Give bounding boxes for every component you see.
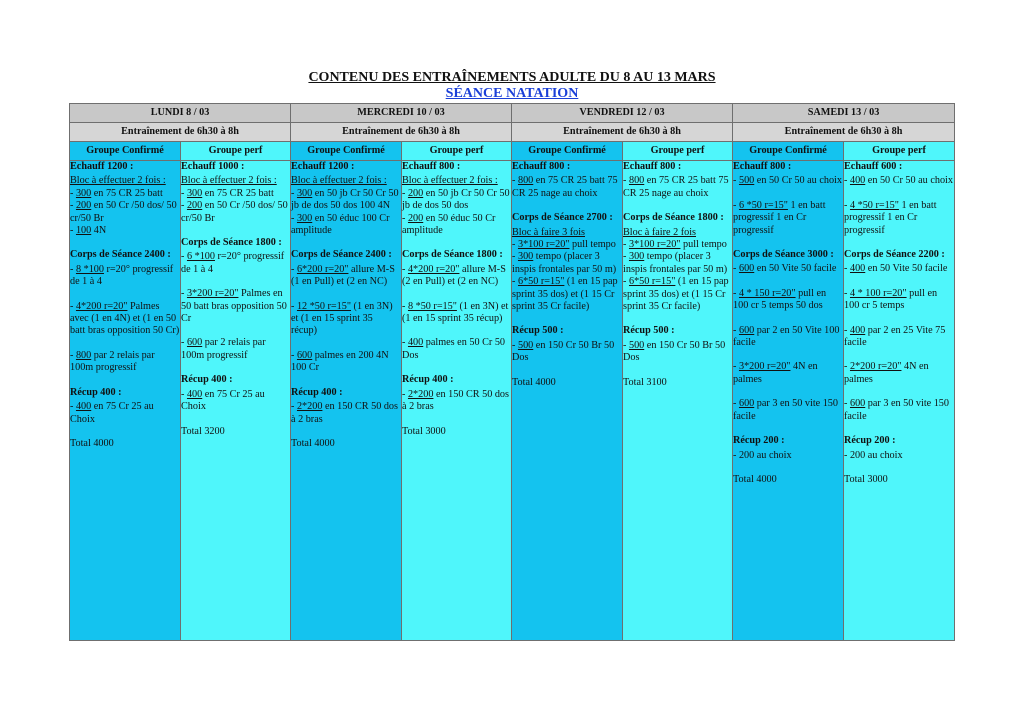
exercise-line: - 3*100 r=20" pull tempo <box>623 239 727 251</box>
exercise-line <box>623 227 732 239</box>
exercise-line: Total 4000 <box>291 437 335 449</box>
group-header: Groupe perf <box>844 142 955 161</box>
exercise-block <box>70 350 180 375</box>
exercise-volume: 300 <box>517 251 534 263</box>
time-samedi: Entraînement de 6h30 à 8h <box>733 123 955 142</box>
exercise-line: - 800 en 75 CR 25 batt 75 CR 25 nage au choix <box>623 175 729 199</box>
exercise-volume: 12 *50 r=15" <box>296 300 351 312</box>
exercise-volume: 6*50 r=15" <box>628 276 676 288</box>
exercise-line: - 200 au choix <box>733 449 792 461</box>
session-cell <box>70 161 181 641</box>
exercise-block <box>70 264 180 289</box>
exercise-volume: 4 * 150 r=20" <box>738 287 796 299</box>
exercise-volume: 8 *50 r=15" <box>407 300 457 312</box>
exercise-line: - 200 en 50 éduc 50 Cr amplitude <box>402 212 496 237</box>
exercise-volume: Bloc à faire 2 fois <box>623 226 696 238</box>
exercise-volume: 400 <box>75 401 92 413</box>
exercise-block <box>512 227 622 314</box>
exercise-line: - 6*50 r=15" (1 en 15 pap sprint 35 dos) et (1 15 Cr sprint 35 Cr facile) <box>623 276 729 313</box>
section-heading: Corps de Séance 1800 : <box>623 212 724 224</box>
exercise-block <box>512 340 622 365</box>
exercise-block <box>623 377 732 389</box>
exercise-volume: Bloc à faire 3 fois <box>512 226 585 238</box>
exercise-line: Total 3000 <box>402 425 446 437</box>
exercise-volume: 500 <box>628 339 645 351</box>
exercise-volume: 600 <box>738 398 755 410</box>
section-heading: Récup 400 : <box>291 386 343 398</box>
section-heading: Récup 200 : <box>844 435 896 447</box>
exercise-line: - 6 *100 r=20° progressif de 1 à 4 <box>181 251 285 275</box>
exercise-block <box>844 200 954 237</box>
exercise-volume: 800 <box>75 349 92 361</box>
exercise-block <box>733 474 843 486</box>
exercise-line: - 400 en 75 Cr 25 au Choix <box>181 388 265 413</box>
exercise-line: - 500 en 150 Cr 50 Br 50 Dos <box>623 339 726 364</box>
exercise-volume: 800 <box>628 175 645 187</box>
exercise-block <box>402 389 511 414</box>
group-header: Groupe perf <box>402 142 512 161</box>
exercise-line: Total 3200 <box>181 425 225 437</box>
exercise-block <box>844 288 954 313</box>
day-header-row <box>70 104 955 123</box>
exercise-block <box>181 251 290 276</box>
exercise-volume: 200 <box>75 200 92 212</box>
exercise-line: Total 4000 <box>512 376 556 388</box>
exercise-volume: 200 <box>407 187 424 199</box>
exercise-volume: 200 <box>186 200 203 212</box>
exercise-volume: 100 <box>75 225 92 237</box>
exercise-volume: 300 <box>75 187 92 199</box>
section-heading: Corps de Séance 1800 : <box>402 249 503 261</box>
exercise-line: - 800 en 75 CR 25 batt 75 CR 25 nage au choix <box>512 175 618 199</box>
section-heading: Echauff 800 : <box>512 161 571 172</box>
exercise-line: - 6*50 r=15" (1 en 15 pap sprint 35 dos) et (1 15 Cr sprint 35 Cr facile) <box>512 276 618 313</box>
exercise-volume: 4*200 r=20" <box>407 263 460 275</box>
exercise-line: - 2*200 r=20" 4N en palmes <box>844 361 929 385</box>
exercise-line: - 4 * 150 r=20" pull en 100 cr 5 temps 50 dos <box>733 287 827 312</box>
section-heading: Récup 500 : <box>512 325 564 337</box>
exercise-line: - 800 par 2 relais par 100m progressif <box>70 349 155 374</box>
exercise-block <box>733 361 843 386</box>
exercise-line: - 600 en 50 Vite 50 facile <box>733 263 837 275</box>
exercise-block <box>402 301 511 326</box>
exercise-line: - 500 en 150 Cr 50 Br 50 Dos <box>512 339 615 364</box>
exercise-line: Total 3100 <box>623 376 667 388</box>
section-heading: Corps de Séance 2200 : <box>844 249 945 261</box>
exercise-line: - 4 *50 r=15" 1 en batt progressif 1 en Cr progressif <box>844 199 937 236</box>
exercise-block <box>181 288 290 325</box>
exercise-block <box>291 401 401 426</box>
exercise-block <box>844 450 954 462</box>
exercise-volume: 3*100 r=20" <box>628 239 681 251</box>
session-cell <box>733 161 844 641</box>
exercise-volume: 6*50 r=15" <box>517 276 565 288</box>
exercise-block <box>402 175 511 237</box>
exercise-line <box>512 227 622 239</box>
exercise-volume: Bloc à effectuer 2 fois : <box>181 175 277 187</box>
exercise-line: Total 3000 <box>844 473 888 485</box>
exercise-line: - 300 en 50 éduc 100 Cr amplitude <box>291 212 390 237</box>
exercise-block <box>291 438 401 450</box>
exercise-line: - 300 tempo (placer 3 inspis frontales par 50 m) <box>623 251 728 275</box>
exercise-block <box>623 175 732 200</box>
exercise-volume: 6*200 r=20" <box>296 263 349 275</box>
exercise-volume: 4 *50 r=15" <box>849 199 899 211</box>
exercise-line: - 200 en 50 Cr /50 dos/ 50 cr/50 Br <box>70 200 177 224</box>
exercise-block <box>291 301 401 338</box>
exercise-volume: Bloc à effectuer 2 fois : <box>291 175 387 187</box>
group-header: Groupe Confirmé <box>70 142 181 161</box>
exercise-line: - 12 *50 r=15" (1 en 3N) et (1 en 15 sprint 35 récup) <box>291 300 393 337</box>
exercise-volume: 2*200 <box>407 388 434 400</box>
exercise-volume: 6 *50 r=15" <box>738 199 788 211</box>
exercise-volume: 600 <box>738 263 755 275</box>
exercise-volume: 400 <box>186 388 203 400</box>
section-heading: Corps de Séance 2400 : <box>291 249 392 261</box>
exercise-block <box>181 337 290 362</box>
exercise-volume: 800 <box>517 175 534 187</box>
exercise-block <box>733 175 843 187</box>
section-heading: Corps de Séance 3000 : <box>733 249 834 261</box>
exercise-line: - 400 en 75 Cr 25 au Choix <box>70 401 154 425</box>
exercise-line: - 200 au choix <box>844 449 903 461</box>
exercise-line: - 400 en 50 Cr 50 au choix <box>844 175 953 187</box>
exercise-line: - 400 palmes en 50 Cr 50 Dos <box>402 337 506 361</box>
exercise-block <box>402 337 511 362</box>
exercise-block <box>181 175 290 225</box>
exercise-line: - 4*200 r=20" Palmes avec (1 en 4N) et (1 en 50 batt bras opposition 50 Cr) <box>70 300 180 337</box>
exercise-block <box>844 474 954 486</box>
exercise-block <box>291 350 401 375</box>
title-line-2: SÉANCE NATATION <box>445 86 579 101</box>
exercise-line: - 100 4N <box>70 225 107 237</box>
exercise-volume: 300 <box>296 187 313 199</box>
exercise-block <box>512 175 622 200</box>
exercise-line: - 600 par 2 relais par 100m progressif <box>181 337 266 361</box>
exercise-block <box>733 263 843 275</box>
exercise-volume: 600 <box>296 349 313 361</box>
exercise-line: - 6*200 r=20" allure M-S (1 en Pull) et (2 en NC) <box>291 263 395 288</box>
exercise-block <box>733 200 843 237</box>
document-title <box>0 70 1024 102</box>
exercise-line: - 2*200 en 150 CR 50 dos à 2 bras <box>291 401 398 425</box>
exercise-volume: 6 *100 <box>186 251 215 263</box>
exercise-volume: 200 <box>407 212 424 224</box>
exercise-block <box>291 175 401 237</box>
time-vendredi: Entraînement de 6h30 à 8h <box>512 123 733 142</box>
exercise-block <box>844 175 954 187</box>
exercise-line: - 4*200 r=20" allure M-S (2 en Pull) et (2 en NC) <box>402 263 506 288</box>
session-cell <box>512 161 623 641</box>
exercise-volume: Bloc à effectuer 2 fois : <box>402 175 498 187</box>
section-heading: Echauff 800 : <box>623 161 682 172</box>
group-header: Groupe Confirmé <box>733 142 844 161</box>
exercise-block <box>733 325 843 350</box>
title-line-1: CONTENU DES ENTRAÎNEMENTS ADULTE DU 8 AU 13 MARS <box>308 70 716 85</box>
time-lundi: Entraînement de 6h30 à 8h <box>70 123 291 142</box>
exercise-volume: 500 <box>738 175 755 187</box>
section-heading: Echauff 800 : <box>733 161 792 172</box>
exercise-volume: 300 <box>296 212 313 224</box>
day-header-vendredi: VENDREDI 12 / 03 <box>512 104 733 123</box>
section-heading: Echauff 800 : <box>402 161 461 172</box>
session-cell <box>623 161 733 641</box>
exercise-line: Total 4000 <box>70 437 114 449</box>
group-header: Groupe Confirmé <box>512 142 623 161</box>
time-header-row <box>70 123 955 142</box>
exercise-line: - 2*200 en 150 CR 50 dos à 2 bras <box>402 388 509 413</box>
exercise-block <box>181 426 290 438</box>
exercise-block <box>291 264 401 289</box>
exercise-line: - 300 en 75 CR 25 batt <box>181 187 274 199</box>
section-heading: Récup 400 : <box>402 374 454 386</box>
session-cell <box>291 161 402 641</box>
exercise-volume: 3*100 r=20" <box>517 239 570 251</box>
time-mercredi: Entraînement de 6h30 à 8h <box>291 123 512 142</box>
exercise-line: - 500 en 50 Cr 50 au choix <box>733 175 842 187</box>
exercise-volume: 4 * 100 r=20" <box>849 287 907 299</box>
exercise-block <box>733 398 843 423</box>
exercise-volume: 600 <box>849 398 866 410</box>
exercise-line: - 200 en 50 Cr /50 dos/ 50 cr/50 Br <box>181 200 288 224</box>
exercise-line: - 400 par 2 en 25 Vite 75 facile <box>844 324 946 349</box>
exercise-line: - 8 *50 r=15" (1 en 3N) et (1 en 15 sprint 35 récup) <box>402 300 509 325</box>
exercise-line <box>291 175 401 187</box>
exercise-block <box>181 389 290 414</box>
exercise-line: - 200 en 50 jb Cr 50 Cr 50 jb de dos 50 dos <box>402 187 510 212</box>
training-table <box>69 103 955 641</box>
exercise-line: - 300 en 50 jb Cr 50 Cr 50 jb de dos 50 dos 100 4N <box>291 187 399 212</box>
exercise-line: Total 4000 <box>733 473 777 485</box>
exercise-block <box>623 227 732 314</box>
exercise-volume: 400 <box>407 337 424 349</box>
exercise-volume: 400 <box>849 263 866 275</box>
exercise-block <box>844 361 954 386</box>
exercise-line: - 8 *100 r=20° progressif de 1 à 4 <box>70 263 174 288</box>
section-heading: Récup 400 : <box>70 386 122 398</box>
exercise-volume: 2*200 r=20" <box>849 361 902 373</box>
exercise-volume: 600 <box>738 324 755 336</box>
exercise-line: - 600 par 3 en 50 vite 150 facile <box>844 398 949 422</box>
exercise-volume: 300 <box>628 251 645 263</box>
exercise-line <box>70 175 180 187</box>
exercise-volume: 4*200 r=20" <box>75 300 128 312</box>
exercise-volume: 8 *100 <box>75 263 104 275</box>
exercise-volume: 500 <box>517 339 534 351</box>
exercise-volume: 400 <box>849 175 866 187</box>
section-heading: Corps de Séance 1800 : <box>181 237 282 249</box>
exercise-block <box>402 426 511 438</box>
day-header-mercredi: MERCREDI 10 / 03 <box>291 104 512 123</box>
exercise-volume: 300 <box>186 187 203 199</box>
group-header-row <box>70 142 955 161</box>
session-cell <box>181 161 291 641</box>
exercise-block <box>844 398 954 423</box>
section-heading: Echauff 1200 : <box>291 161 355 172</box>
exercise-block <box>402 264 511 289</box>
exercise-line <box>402 175 511 187</box>
exercise-line: - 300 tempo (placer 3 inspis frontales par 50 m) <box>512 251 617 275</box>
exercise-volume: 3*200 r=20" <box>186 288 239 300</box>
exercise-line: - 3*200 r=20" 4N en palmes <box>733 361 818 385</box>
exercise-line <box>181 175 290 187</box>
exercise-line: - 4 * 100 r=20" pull en 100 cr 5 temps <box>844 287 938 312</box>
day-header-lundi: LUNDI 8 / 03 <box>70 104 291 123</box>
section-heading: Echauff 1000 : <box>181 161 245 172</box>
group-header: Groupe perf <box>623 142 733 161</box>
section-heading: Récup 500 : <box>623 325 675 337</box>
exercise-volume: 3*200 r=20" <box>738 361 791 373</box>
exercise-block <box>733 288 843 313</box>
session-cell <box>402 161 512 641</box>
exercise-block <box>844 263 954 275</box>
section-heading: Echauff 1200 : <box>70 161 134 172</box>
session-cell <box>844 161 955 641</box>
day-header-samedi: SAMEDI 13 / 03 <box>733 104 955 123</box>
content-row <box>70 161 955 641</box>
section-heading: Récup 200 : <box>733 435 785 447</box>
exercise-block <box>70 438 180 450</box>
exercise-block <box>70 301 180 338</box>
exercise-block <box>844 325 954 350</box>
exercise-block <box>512 377 622 389</box>
exercise-line: - 400 en 50 Vite 50 facile <box>844 263 948 275</box>
exercise-volume: 2*200 <box>296 401 323 413</box>
exercise-line: - 600 palmes en 200 4N 100 Cr <box>291 349 389 374</box>
section-heading: Récup 400 : <box>181 374 233 386</box>
exercise-block <box>70 175 180 237</box>
section-heading: Corps de Séance 2700 : <box>512 212 613 224</box>
exercise-line: - 3*100 r=20" pull tempo <box>512 239 616 251</box>
section-heading: Corps de Séance 2400 : <box>70 249 171 261</box>
exercise-line: - 6 *50 r=15" 1 en batt progressif 1 en Cr progressif <box>733 199 826 236</box>
exercise-line: - 600 par 2 en 50 Vite 100 facile <box>733 324 840 349</box>
exercise-block <box>733 450 843 462</box>
exercise-block <box>623 340 732 365</box>
section-heading: Echauff 600 : <box>844 161 903 172</box>
exercise-volume: Bloc à effectuer 2 fois : <box>70 175 166 187</box>
exercise-block <box>70 401 180 426</box>
exercise-line: - 600 par 3 en 50 vite 150 facile <box>733 398 838 422</box>
group-header: Groupe Confirmé <box>291 142 402 161</box>
exercise-line: - 3*200 r=20" Palmes en 50 batt bras opposition 50 Cr <box>181 288 287 325</box>
exercise-volume: 400 <box>849 324 866 336</box>
exercise-volume: 600 <box>186 337 203 349</box>
exercise-line: - 300 en 75 CR 25 batt <box>70 187 163 199</box>
group-header: Groupe perf <box>181 142 291 161</box>
